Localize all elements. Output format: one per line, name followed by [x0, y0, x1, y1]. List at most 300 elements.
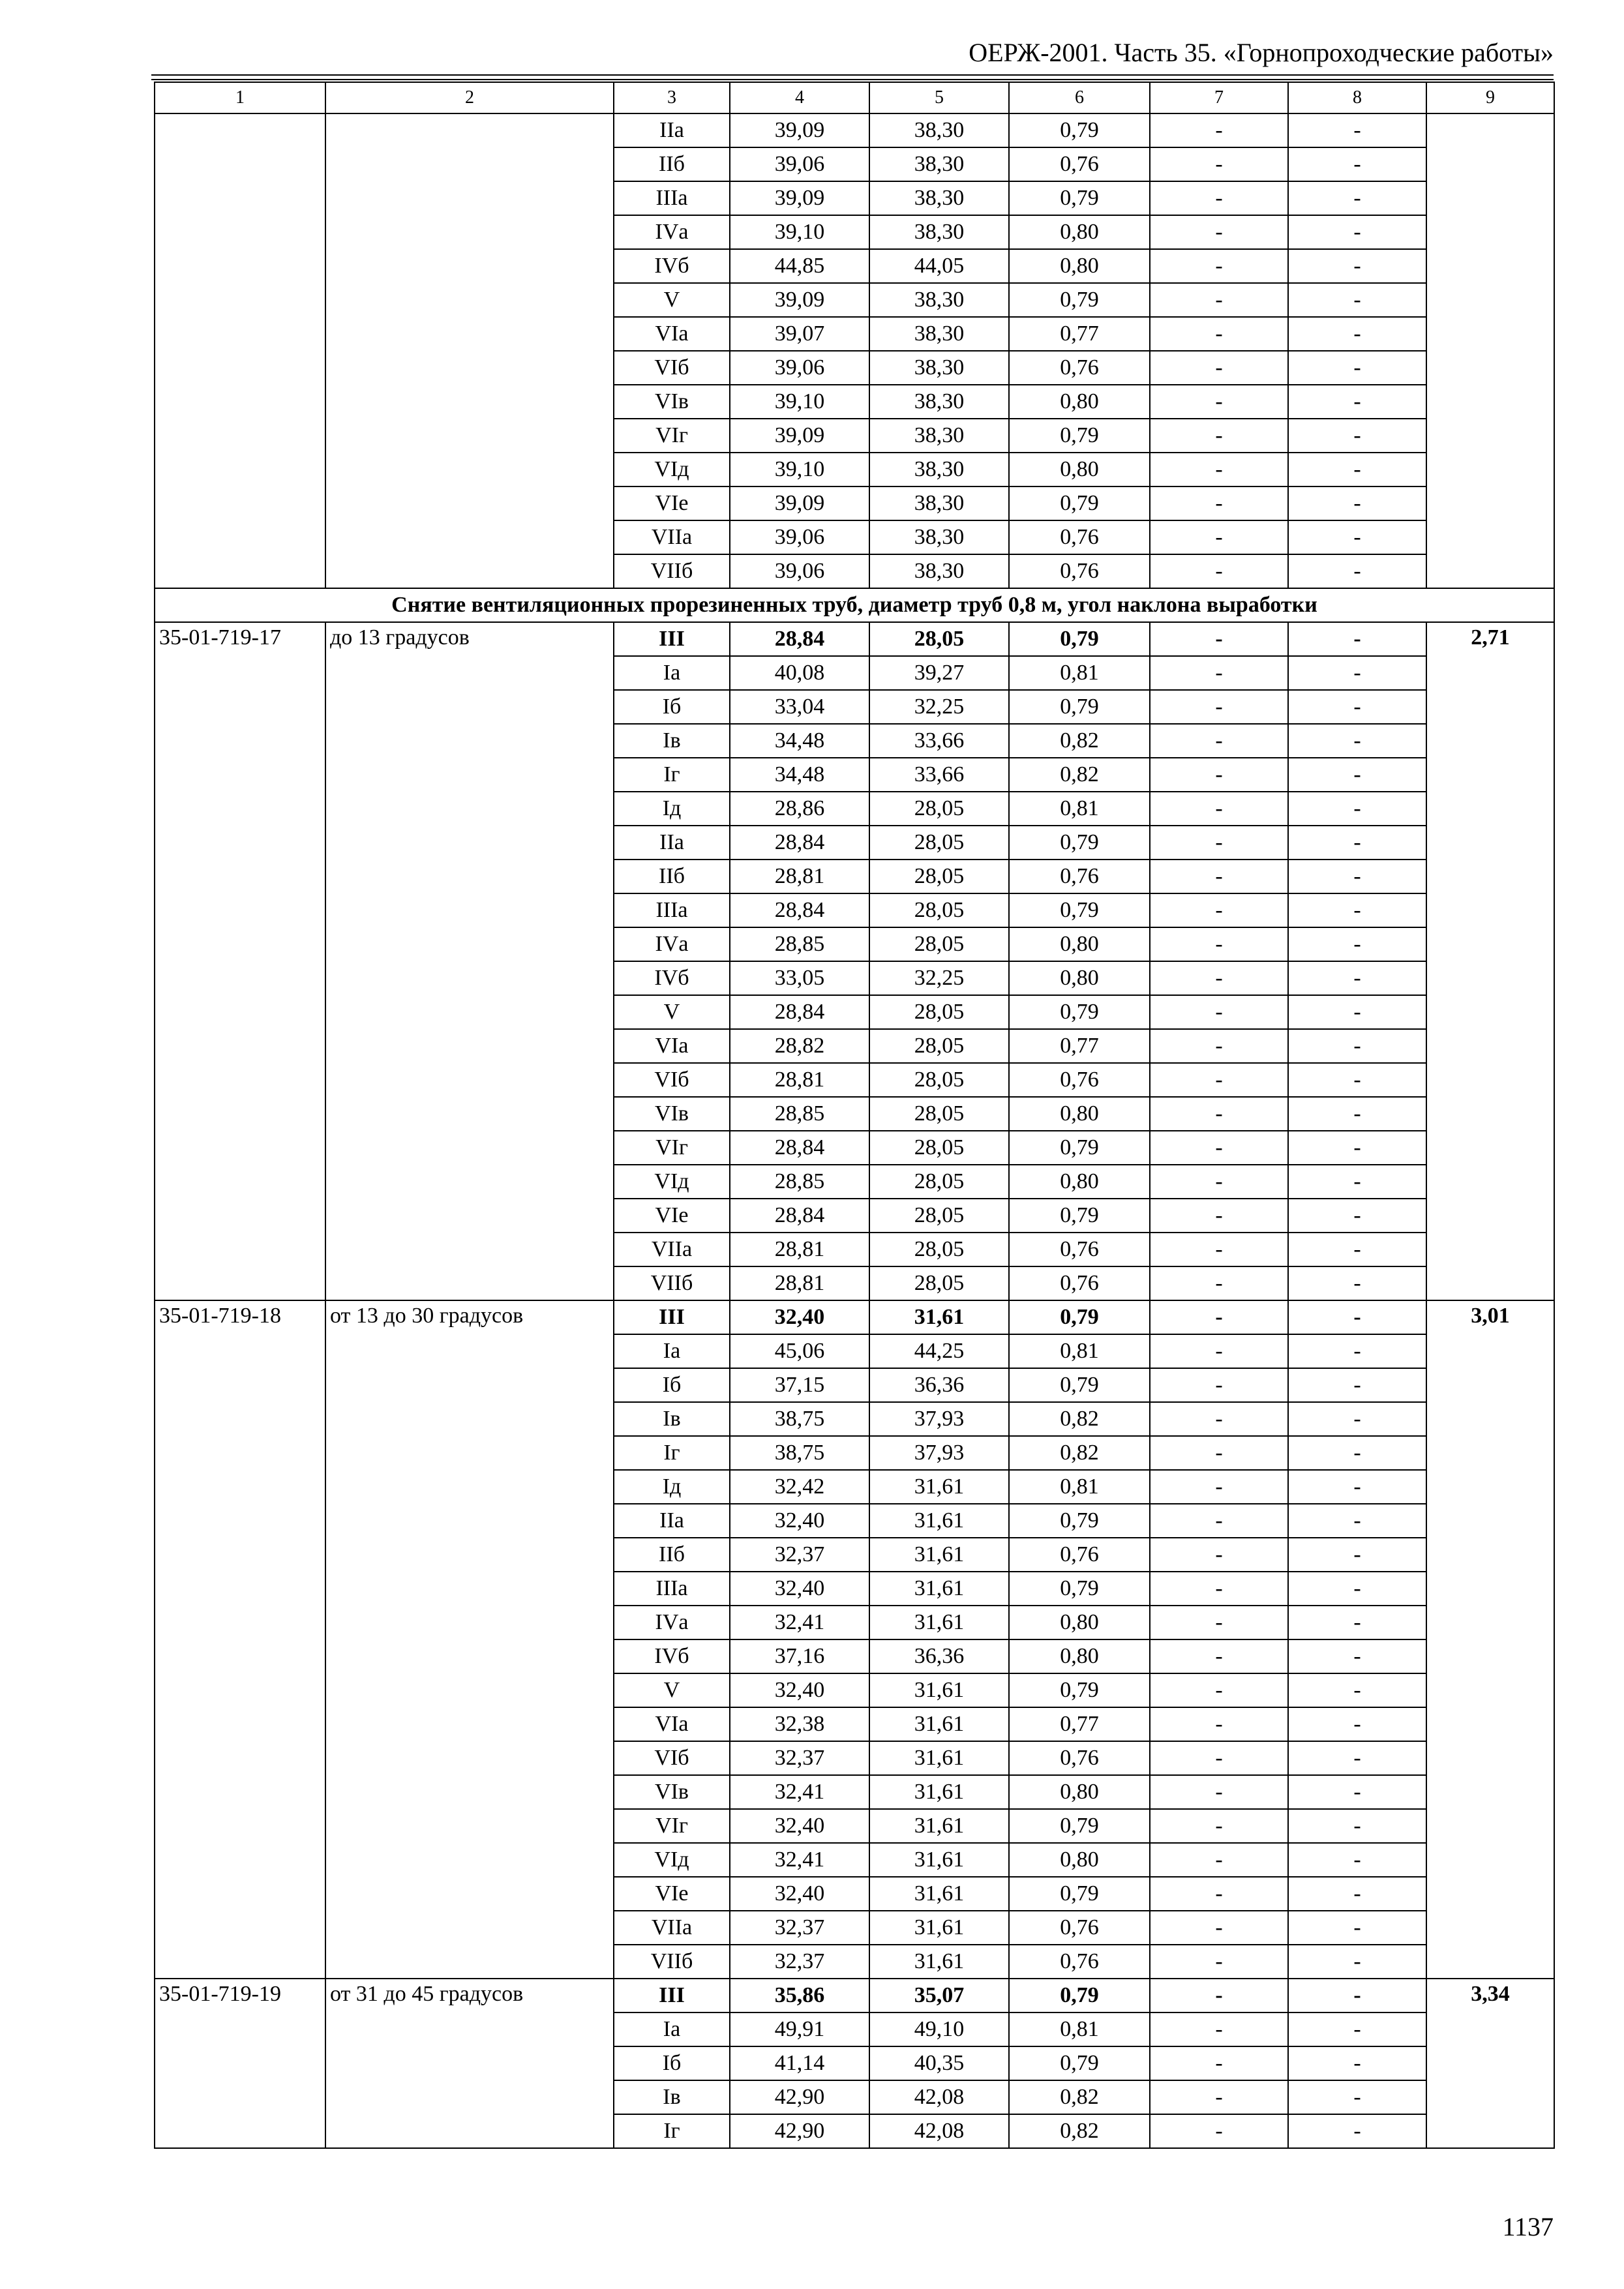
value-cell: 39,06 — [730, 554, 869, 588]
value-cell: VIIб — [614, 554, 730, 588]
value-cell: 0,79 — [1009, 826, 1150, 860]
rate-code: 35-01-719-17 — [155, 622, 325, 1300]
value-cell: 0,76 — [1009, 1911, 1150, 1945]
value-cell: - — [1150, 2046, 1288, 2080]
value-cell: - — [1288, 1707, 1426, 1741]
value-cell: - — [1288, 554, 1426, 588]
value-cell: - — [1150, 1945, 1288, 1979]
value-cell: - — [1150, 622, 1288, 656]
value-cell: 0,82 — [1009, 2114, 1150, 2148]
value-cell: - — [1288, 1300, 1426, 1334]
column-number-cell: 6 — [1009, 82, 1150, 113]
value-cell: - — [1288, 215, 1426, 249]
value-cell: 35,86 — [730, 1979, 869, 2012]
value-cell: V — [614, 995, 730, 1029]
value-cell: 28,05 — [869, 860, 1009, 893]
value-cell: - — [1288, 2012, 1426, 2046]
value-cell: 0,80 — [1009, 215, 1150, 249]
value-cell: VIе — [614, 1877, 730, 1911]
value-cell: Iв — [614, 724, 730, 758]
value-cell: 28,05 — [869, 995, 1009, 1029]
value-cell: 0,79 — [1009, 622, 1150, 656]
value-cell: 38,30 — [869, 351, 1009, 385]
value-cell: 33,66 — [869, 758, 1009, 792]
value-cell: - — [1288, 1945, 1426, 1979]
value-cell: 33,04 — [730, 690, 869, 724]
value-cell: 38,30 — [869, 215, 1009, 249]
value-cell: 34,48 — [730, 724, 869, 758]
value-cell: 38,30 — [869, 283, 1009, 317]
column-number-cell: 5 — [869, 82, 1009, 113]
value-cell: - — [1150, 317, 1288, 351]
value-cell: - — [1150, 1673, 1288, 1707]
value-cell: 28,05 — [869, 1199, 1009, 1233]
value-cell: 38,30 — [869, 147, 1009, 181]
value-cell: - — [1288, 1402, 1426, 1436]
value-cell: 33,05 — [730, 961, 869, 995]
value-cell: 28,84 — [730, 826, 869, 860]
value-cell: VIд — [614, 1165, 730, 1199]
value-cell: 32,25 — [869, 690, 1009, 724]
value-cell: Iг — [614, 1436, 730, 1470]
value-cell: VIв — [614, 1775, 730, 1809]
value-cell: 28,84 — [730, 1199, 869, 1233]
value-cell: - — [1288, 1979, 1426, 2012]
value-cell: - — [1288, 419, 1426, 453]
value-cell: 0,79 — [1009, 1673, 1150, 1707]
value-cell: 38,30 — [869, 554, 1009, 588]
value-cell: 0,79 — [1009, 1300, 1150, 1334]
value-cell: 37,93 — [869, 1402, 1009, 1436]
value-cell: 38,30 — [869, 181, 1009, 215]
value-cell: 38,30 — [869, 317, 1009, 351]
value-cell: 44,85 — [730, 249, 869, 283]
value-cell: VIе — [614, 486, 730, 520]
value-cell: - — [1288, 1504, 1426, 1538]
value-cell: - — [1288, 1877, 1426, 1911]
value-cell: - — [1150, 792, 1288, 826]
value-cell: 28,81 — [730, 1063, 869, 1097]
value-cell: - — [1150, 690, 1288, 724]
value-cell: 0,76 — [1009, 351, 1150, 385]
value-cell: 32,41 — [730, 1775, 869, 1809]
column-number-cell: 9 — [1426, 82, 1554, 113]
value-cell: 42,90 — [730, 2080, 869, 2114]
value-cell: Iг — [614, 2114, 730, 2148]
value-cell: 0,79 — [1009, 995, 1150, 1029]
value-cell: 31,61 — [869, 1877, 1009, 1911]
value-cell: III — [614, 1979, 730, 2012]
value-cell: - — [1288, 1673, 1426, 1707]
value-cell: - — [1150, 1741, 1288, 1775]
value-cell: - — [1150, 1131, 1288, 1165]
value-cell: - — [1288, 351, 1426, 385]
value-cell: VIб — [614, 351, 730, 385]
value-cell: 0,79 — [1009, 486, 1150, 520]
value-cell: 0,81 — [1009, 792, 1150, 826]
value-cell: 28,05 — [869, 792, 1009, 826]
value-cell: 0,79 — [1009, 283, 1150, 317]
value-cell: 31,61 — [869, 1911, 1009, 1945]
value-cell: IIIа — [614, 1572, 730, 1606]
value-cell: 0,82 — [1009, 2080, 1150, 2114]
value-cell: IIб — [614, 147, 730, 181]
column-number-cell: 4 — [730, 82, 869, 113]
value-cell: - — [1150, 860, 1288, 893]
value-cell: - — [1288, 283, 1426, 317]
value-cell: VIIа — [614, 520, 730, 554]
value-cell: 40,35 — [869, 2046, 1009, 2080]
value-cell: IVа — [614, 215, 730, 249]
value-cell: 39,09 — [730, 181, 869, 215]
value-cell: - — [1150, 520, 1288, 554]
value-cell: - — [1150, 1436, 1288, 1470]
value-cell: - — [1288, 2114, 1426, 2148]
value-cell: - — [1288, 1368, 1426, 1402]
value-cell: 44,05 — [869, 249, 1009, 283]
value-cell: 28,05 — [869, 927, 1009, 961]
value-cell: 0,81 — [1009, 1470, 1150, 1504]
value-cell: 41,14 — [730, 2046, 869, 2080]
value-cell: - — [1288, 1029, 1426, 1063]
value-cell: - — [1150, 927, 1288, 961]
value-cell: 32,40 — [730, 1572, 869, 1606]
coefficient-cell: 2,71 — [1426, 622, 1554, 1300]
value-cell: IVб — [614, 1639, 730, 1673]
value-cell: IVа — [614, 927, 730, 961]
value-cell: 38,30 — [869, 453, 1009, 486]
value-cell: - — [1150, 1504, 1288, 1538]
value-cell: 28,81 — [730, 1233, 869, 1266]
value-cell: - — [1288, 1436, 1426, 1470]
value-cell: 0,80 — [1009, 1639, 1150, 1673]
value-cell: Iб — [614, 690, 730, 724]
value-cell: VIв — [614, 385, 730, 419]
table-row — [155, 1300, 1554, 1334]
value-cell: 0,80 — [1009, 1775, 1150, 1809]
value-cell: VIг — [614, 1809, 730, 1843]
value-cell: 39,10 — [730, 215, 869, 249]
value-cell: 0,77 — [1009, 1707, 1150, 1741]
value-cell: - — [1150, 113, 1288, 147]
value-cell: - — [1150, 1979, 1288, 2012]
value-cell: VIIа — [614, 1233, 730, 1266]
value-cell: - — [1150, 1165, 1288, 1199]
value-cell: 0,76 — [1009, 860, 1150, 893]
value-cell: - — [1150, 1470, 1288, 1504]
value-cell: - — [1150, 2114, 1288, 2148]
value-cell: 32,40 — [730, 1877, 869, 1911]
value-cell: - — [1288, 826, 1426, 860]
value-cell: 38,30 — [869, 419, 1009, 453]
value-cell: 38,75 — [730, 1436, 869, 1470]
value-cell: 32,25 — [869, 961, 1009, 995]
value-cell: 28,05 — [869, 1165, 1009, 1199]
value-cell: - — [1288, 385, 1426, 419]
value-cell: 28,05 — [869, 1063, 1009, 1097]
value-cell: 0,80 — [1009, 249, 1150, 283]
value-cell: 31,61 — [869, 1538, 1009, 1572]
column-number-row — [155, 82, 1554, 113]
value-cell: - — [1150, 181, 1288, 215]
section-title: Снятие вентиляционных прорезиненных труб, диаметр труб 0,8 м, угол наклона выработки — [155, 588, 1554, 622]
coefficient-cell: 3,34 — [1426, 1979, 1554, 2148]
value-cell: - — [1288, 792, 1426, 826]
value-cell: 0,79 — [1009, 893, 1150, 927]
value-cell: VIг — [614, 419, 730, 453]
value-cell: 31,61 — [869, 1470, 1009, 1504]
value-cell: 28,05 — [869, 1097, 1009, 1131]
rate-name: от 13 до 30 градусов — [325, 1300, 614, 1979]
value-cell: - — [1288, 1266, 1426, 1300]
value-cell: 0,77 — [1009, 317, 1150, 351]
value-cell: - — [1288, 1809, 1426, 1843]
value-cell: - — [1288, 622, 1426, 656]
value-cell: - — [1288, 113, 1426, 147]
value-cell: 0,82 — [1009, 758, 1150, 792]
value-cell: 31,61 — [869, 1707, 1009, 1741]
coefficient-cell — [1426, 113, 1554, 588]
value-cell: 37,15 — [730, 1368, 869, 1402]
value-cell: - — [1288, 2080, 1426, 2114]
value-cell: - — [1150, 1843, 1288, 1877]
value-cell: 28,84 — [730, 1131, 869, 1165]
value-cell: - — [1288, 1334, 1426, 1368]
page-number: 1137 — [1502, 2212, 1554, 2241]
value-cell: IVа — [614, 1606, 730, 1639]
value-cell: 39,06 — [730, 147, 869, 181]
value-cell: 31,61 — [869, 1300, 1009, 1334]
header-rule-double — [151, 79, 1554, 80]
value-cell: - — [1150, 758, 1288, 792]
value-cell: VIе — [614, 1199, 730, 1233]
value-cell: 31,61 — [869, 1606, 1009, 1639]
value-cell: 38,30 — [869, 385, 1009, 419]
value-cell: - — [1288, 181, 1426, 215]
value-cell: - — [1288, 1131, 1426, 1165]
value-cell: 36,36 — [869, 1639, 1009, 1673]
value-cell: 0,79 — [1009, 1809, 1150, 1843]
value-cell: 39,06 — [730, 351, 869, 385]
value-cell: 0,79 — [1009, 1572, 1150, 1606]
value-cell: 0,79 — [1009, 1877, 1150, 1911]
value-cell: - — [1150, 1911, 1288, 1945]
value-cell: 39,10 — [730, 385, 869, 419]
value-cell: 44,25 — [869, 1334, 1009, 1368]
value-cell: VIб — [614, 1741, 730, 1775]
value-cell: 32,37 — [730, 1945, 869, 1979]
value-cell: - — [1150, 1606, 1288, 1639]
value-cell: IIIа — [614, 893, 730, 927]
value-cell: - — [1288, 317, 1426, 351]
value-cell: 0,76 — [1009, 1741, 1150, 1775]
value-cell: 0,79 — [1009, 1504, 1150, 1538]
value-cell: - — [1150, 1402, 1288, 1436]
value-cell: - — [1150, 351, 1288, 385]
header-rule — [151, 74, 1554, 76]
value-cell: 0,79 — [1009, 419, 1150, 453]
value-cell: - — [1288, 1233, 1426, 1266]
value-cell: 39,09 — [730, 283, 869, 317]
value-cell: 32,41 — [730, 1606, 869, 1639]
value-cell: - — [1150, 1063, 1288, 1097]
value-cell: 0,81 — [1009, 1334, 1150, 1368]
value-cell: - — [1288, 656, 1426, 690]
value-cell: - — [1288, 1741, 1426, 1775]
value-cell: VIд — [614, 453, 730, 486]
value-cell: 0,80 — [1009, 385, 1150, 419]
value-cell: IIб — [614, 1538, 730, 1572]
value-cell: Iб — [614, 2046, 730, 2080]
value-cell: 32,37 — [730, 1538, 869, 1572]
value-cell: 33,66 — [869, 724, 1009, 758]
value-cell: 39,10 — [730, 453, 869, 486]
value-cell: V — [614, 283, 730, 317]
table-row — [155, 1979, 1554, 2012]
page-header: ОЕРЖ-2001. Часть 35. «Горнопроходческие работы» — [969, 38, 1554, 67]
value-cell: 0,80 — [1009, 961, 1150, 995]
value-cell: IVб — [614, 961, 730, 995]
value-cell: - — [1150, 893, 1288, 927]
value-cell: IVб — [614, 249, 730, 283]
value-cell: 28,81 — [730, 860, 869, 893]
value-cell: - — [1150, 1538, 1288, 1572]
value-cell: 31,61 — [869, 1843, 1009, 1877]
value-cell: 28,05 — [869, 893, 1009, 927]
value-cell: IIIа — [614, 181, 730, 215]
value-cell: VIв — [614, 1097, 730, 1131]
value-cell: - — [1150, 554, 1288, 588]
column-number-cell: 1 — [155, 82, 325, 113]
value-cell: 38,30 — [869, 520, 1009, 554]
value-cell: Iд — [614, 792, 730, 826]
value-cell: - — [1288, 1097, 1426, 1131]
value-cell: 32,41 — [730, 1843, 869, 1877]
value-cell: 0,79 — [1009, 1979, 1150, 2012]
value-cell: - — [1150, 724, 1288, 758]
value-cell: 0,79 — [1009, 1131, 1150, 1165]
value-cell: 32,40 — [730, 1809, 869, 1843]
value-cell: 38,75 — [730, 1402, 869, 1436]
value-cell: - — [1288, 995, 1426, 1029]
value-cell: 28,05 — [869, 622, 1009, 656]
value-cell: 0,79 — [1009, 690, 1150, 724]
table-body — [155, 82, 1554, 2148]
value-cell: - — [1288, 927, 1426, 961]
column-number-cell: 7 — [1150, 82, 1288, 113]
value-cell: - — [1288, 453, 1426, 486]
value-cell: - — [1150, 1029, 1288, 1063]
value-cell: VIа — [614, 1707, 730, 1741]
value-cell: 28,84 — [730, 622, 869, 656]
value-cell: 45,06 — [730, 1334, 869, 1368]
value-cell: 0,80 — [1009, 1097, 1150, 1131]
value-cell: - — [1288, 1639, 1426, 1673]
value-cell: VIа — [614, 317, 730, 351]
value-cell: - — [1150, 1775, 1288, 1809]
value-cell: - — [1150, 147, 1288, 181]
value-cell: IIа — [614, 113, 730, 147]
value-cell: III — [614, 622, 730, 656]
value-cell: Iв — [614, 1402, 730, 1436]
value-cell: 31,61 — [869, 1775, 1009, 1809]
value-cell: 0,82 — [1009, 1402, 1150, 1436]
value-cell: 31,61 — [869, 1673, 1009, 1707]
value-cell: 28,85 — [730, 1165, 869, 1199]
value-cell: 0,80 — [1009, 1165, 1150, 1199]
value-cell: IIб — [614, 860, 730, 893]
value-cell: - — [1288, 1199, 1426, 1233]
value-cell: - — [1150, 2080, 1288, 2114]
column-number-cell: 3 — [614, 82, 730, 113]
value-cell: VIг — [614, 1131, 730, 1165]
value-cell: - — [1150, 1572, 1288, 1606]
value-cell: Iг — [614, 758, 730, 792]
value-cell: - — [1288, 249, 1426, 283]
value-cell: III — [614, 1300, 730, 1334]
value-cell: - — [1150, 826, 1288, 860]
value-cell: 39,27 — [869, 656, 1009, 690]
value-cell: - — [1150, 419, 1288, 453]
value-cell: 31,61 — [869, 1504, 1009, 1538]
value-cell: - — [1288, 961, 1426, 995]
value-cell: - — [1150, 1266, 1288, 1300]
value-cell: - — [1288, 1606, 1426, 1639]
table-row — [155, 622, 1554, 656]
value-cell: - — [1288, 1843, 1426, 1877]
rate-name: до 13 градусов — [325, 622, 614, 1300]
value-cell: - — [1288, 1063, 1426, 1097]
value-cell: - — [1150, 1199, 1288, 1233]
value-cell: - — [1150, 249, 1288, 283]
value-cell: 32,42 — [730, 1470, 869, 1504]
value-cell: 28,05 — [869, 1029, 1009, 1063]
value-cell: 31,61 — [869, 1945, 1009, 1979]
value-cell: 36,36 — [869, 1368, 1009, 1402]
value-cell: 0,76 — [1009, 554, 1150, 588]
value-cell: IIа — [614, 1504, 730, 1538]
value-cell: V — [614, 1673, 730, 1707]
value-cell: 0,76 — [1009, 1538, 1150, 1572]
value-cell: - — [1288, 520, 1426, 554]
value-cell: 49,10 — [869, 2012, 1009, 2046]
value-cell: 0,80 — [1009, 1843, 1150, 1877]
value-cell: VIд — [614, 1843, 730, 1877]
value-cell: 0,77 — [1009, 1029, 1150, 1063]
value-cell: 31,61 — [869, 1572, 1009, 1606]
value-cell: IIа — [614, 826, 730, 860]
value-cell: 0,82 — [1009, 1436, 1150, 1470]
rate-code: 35-01-719-18 — [155, 1300, 325, 1979]
value-cell: 28,85 — [730, 1097, 869, 1131]
value-cell: - — [1150, 486, 1288, 520]
table-row — [155, 113, 1554, 147]
value-cell: VIIа — [614, 1911, 730, 1945]
value-cell: VIIб — [614, 1266, 730, 1300]
value-cell: Iа — [614, 656, 730, 690]
value-cell: 28,84 — [730, 995, 869, 1029]
value-cell: 32,40 — [730, 1673, 869, 1707]
value-cell: - — [1150, 1877, 1288, 1911]
value-cell: 28,81 — [730, 1266, 869, 1300]
value-cell: - — [1150, 385, 1288, 419]
value-cell: 39,09 — [730, 113, 869, 147]
value-cell: - — [1150, 283, 1288, 317]
value-cell: 0,79 — [1009, 1199, 1150, 1233]
section-row — [155, 588, 1554, 622]
value-cell: - — [1150, 1233, 1288, 1266]
value-cell: 28,05 — [869, 1266, 1009, 1300]
